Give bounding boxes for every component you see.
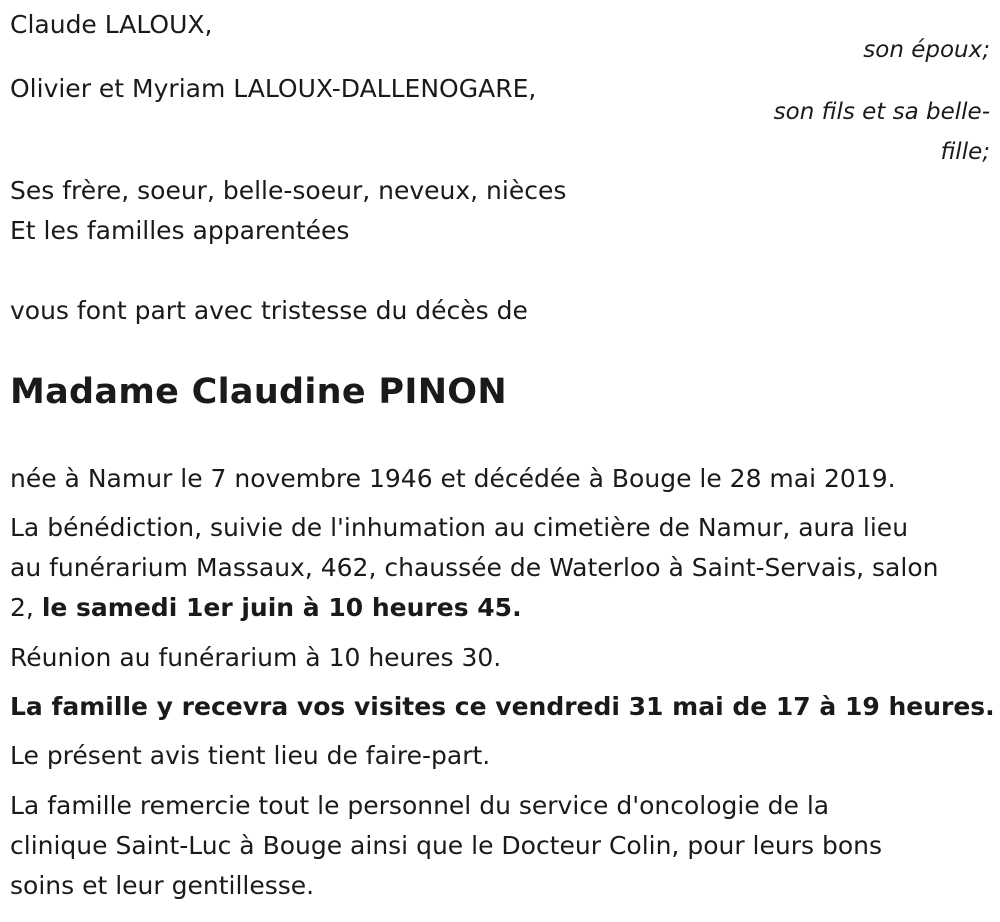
- spouse-name: Claude LALOUX,: [10, 10, 213, 39]
- ceremony-datetime: le samedi 1er juin à 10 heures 45.: [41, 593, 522, 622]
- son-role-line2: fille;: [940, 139, 990, 165]
- spouse-role: son époux;: [863, 37, 990, 63]
- thanks-line3: soins et leur gentillesse.: [10, 871, 315, 900]
- ceremony-line3: [10, 593, 522, 623]
- ceremony-line2: au funérarium Massaux, 462, chaussée de Waterloo à Saint-Servais, salon: [10, 553, 939, 582]
- deceased-name: Madame Claudine PINON: [10, 372, 507, 412]
- ceremony-line3-prefix: 2,: [10, 593, 42, 622]
- son-names: Olivier et Myriam LALOUX-DALLENOGARE,: [10, 74, 537, 103]
- families-line: Et les familles apparentées: [10, 216, 350, 245]
- notice-line: Le présent avis tient lieu de faire-part.: [10, 741, 491, 770]
- ceremony-line1: La bénédiction, suivie de l'inhumation au cimetière de Namur, aura lieu: [10, 513, 909, 542]
- reunion-line: Réunion au funérarium à 10 heures 30.: [10, 643, 502, 672]
- relatives-line: Ses frère, soeur, belle-soeur, neveux, nièces: [10, 176, 567, 205]
- announcement-text: vous font part avec tristesse du décès de: [10, 296, 528, 325]
- visits-line: La famille y recevra vos visites ce vendredi 31 mai de 17 à 19 heures.: [10, 692, 995, 721]
- thanks-line1: La famille remercie tout le personnel du service d'oncologie de la: [10, 791, 830, 820]
- thanks-line2: clinique Saint-Luc à Bouge ainsi que le Docteur Colin, pour leurs bons: [10, 831, 883, 860]
- birth-death-line: née à Namur le 7 novembre 1946 et décédée à Bouge le 28 mai 2019.: [10, 464, 896, 493]
- son-role-line1: son fils et sa belle-: [773, 99, 990, 125]
